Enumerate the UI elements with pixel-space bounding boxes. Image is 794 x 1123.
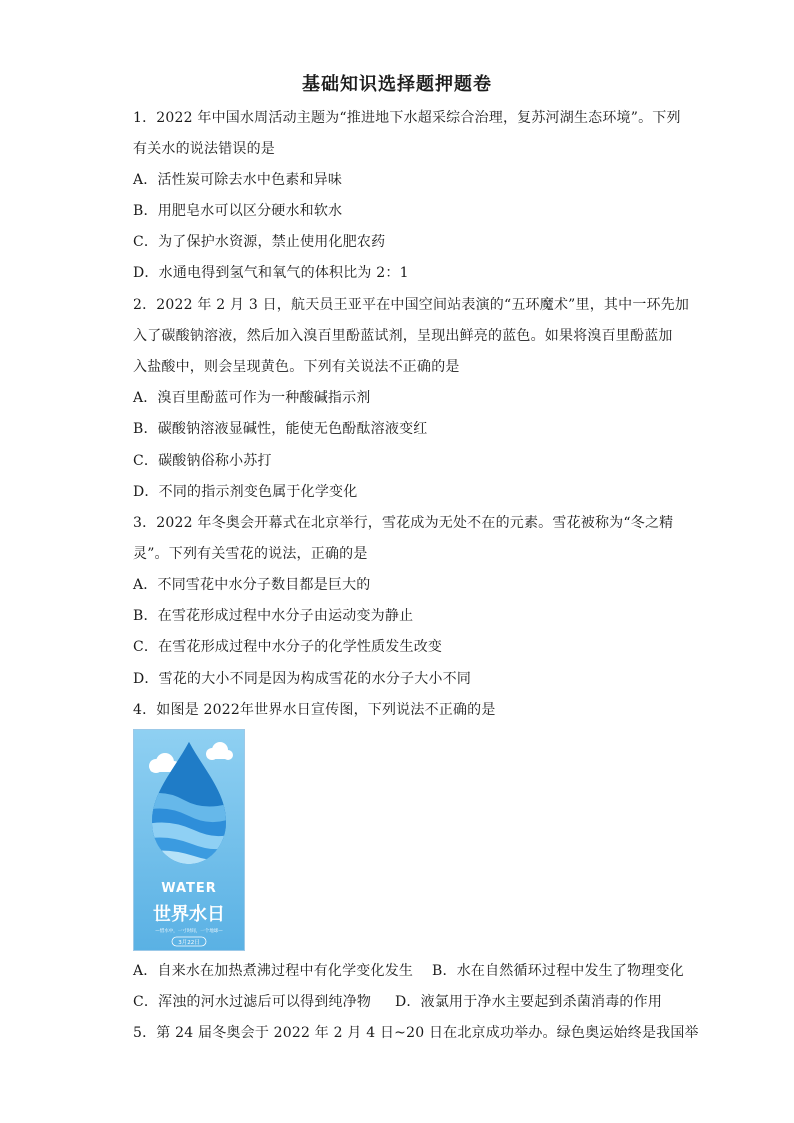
q2-option-b: B．碳酸钠溶液显碱性，能使无色酚酞溶液变红 [133,421,428,437]
q3-option-a: A．不同雪花中水分子数目都是巨大的 [133,577,371,593]
q4-stem: 4．如图是 2022年世界水日宣传图，下列说法不正确的是 [133,702,496,718]
poster-tagline: —惜水中，一寸时间，一个地球— [155,929,223,934]
q5-stem-line1: 5．第 24 届冬奥会于 2022 年 2 月 4 日~20 日在北京成功举办。绿色奥运始终是我国举 [133,1025,699,1041]
q2-option-a: A．溴百里酚蓝可作为一种酸碱指示剂 [133,390,371,406]
q3-stem-line1: 3．2022 年冬奥会开幕式在北京举行，雪花成为无处不在的元素。雪花被称为“冬之精 [133,515,674,531]
poster-illustration [134,730,244,950]
poster-date: 3月22日 [178,940,200,946]
q4-option-b: B．水在自然循环过程中发生了物理变化 [432,963,684,979]
poster-word: WATER [161,881,217,896]
q3-option-d: D．雪花的大小不同是因为构成雪花的水分子大小不同 [133,671,472,687]
q1-option-b: B．用肥皂水可以区分硬水和软水 [133,203,343,219]
q1-option-a: A．活性炭可除去水中色素和异味 [133,172,343,188]
q2-option-c: C．碳酸钠俗称小苏打 [133,453,272,469]
poster-title: 世界水日 [153,904,225,925]
q2-option-d: D．不同的指示剂变色属于化学变化 [133,484,358,500]
q4-option-a: A．自来水在加热煮沸过程中有化学变化发生 [133,963,414,979]
q3-option-b: B．在雪花形成过程中水分子由运动变为静止 [133,608,414,624]
q1-option-d: D．水通电得到氢气和氧气的体积比为 2：1 [133,265,409,281]
q3-option-c: C．在雪花形成过程中水分子的化学性质发生改变 [133,639,443,655]
q2-stem-line2: 入了碳酸钠溶液，然后加入溴百里酚蓝试剂，呈现出鲜亮的蓝色。如果将溴百里酚蓝加 [133,328,673,344]
page-title: 基础知识选择题押题卷 [302,74,492,95]
q1-stem-line2: 有关水的说法错误的是 [133,141,275,157]
q2-stem-line3: 入盐酸中，则会呈现黄色。下列有关说法不正确的是 [133,359,460,375]
world-water-day-poster [133,729,245,951]
q4-option-d: D．液氯用于净水主要起到杀菌消毒的作用 [395,994,663,1010]
q1-stem-line1: 1．2022 年中国水周活动主题为“推进地下水超采综合治理，复苏河湖生态环境”。下列 [133,110,681,126]
q4-option-c: C．浑浊的河水过滤后可以得到纯净物 [133,994,372,1010]
q3-stem-line2: 灵”。下列有关雪花的说法，正确的是 [133,546,368,562]
q1-option-c: C．为了保护水资源，禁止使用化肥农药 [133,234,386,250]
q2-stem-line1: 2．2022 年 2 月 3 日，航天员王亚平在中国空间站表演的“五环魔术”里，其中一环先加 [133,297,690,313]
